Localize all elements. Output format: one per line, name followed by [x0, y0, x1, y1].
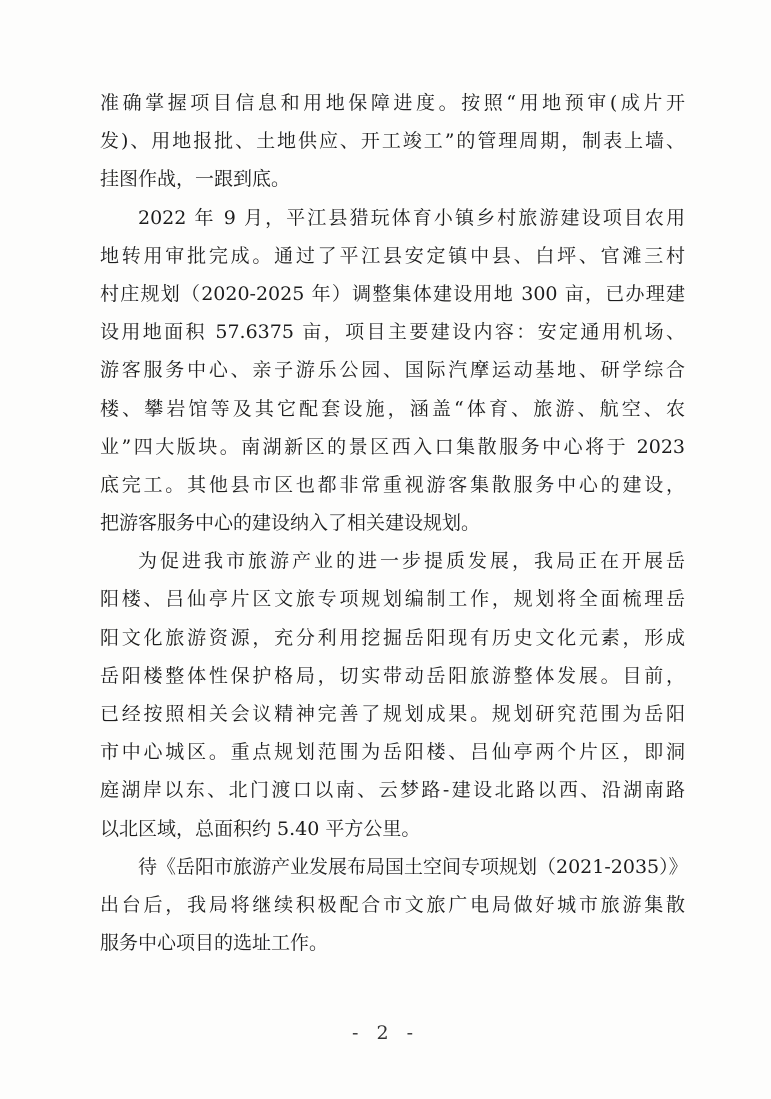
- text-line: 2022 年 9 月，平江县猎玩体育小镇乡村旅游建设项目农用: [138, 206, 685, 229]
- text-line: 发)、用地报批、土地供应、开工竣工”的管理周期，制表上墙、: [100, 130, 685, 153]
- text-line: 为促进我市旅游产业的进一步提质发展，我局正在开展岳: [138, 550, 685, 573]
- text-line: 岳阳楼整体性保护格局，切实带动岳阳旅游整体发展。目前，: [100, 664, 685, 687]
- text-line: 阳楼、吕仙亭片区文旅专项规划编制工作，规划将全面梳理岳: [100, 588, 685, 611]
- text-line: 游客服务中心、亲子游乐公园、国际汽摩运动基地、研学综合: [100, 359, 685, 382]
- text-line: 庭湖岸以东、北门渡口以南、云梦路-建设北路以西、沿湖南路: [100, 779, 685, 802]
- text-line: 挂图作战，一跟到底。: [100, 168, 291, 191]
- text-line: 底完工。其他县市区也都非常重视游客集散服务中心的建设，: [100, 473, 685, 496]
- text-line: 地转用审批完成。通过了平江县安定镇中县、白坪、官滩三村: [100, 244, 685, 267]
- page-number: - 2 -: [351, 1022, 419, 1044]
- text-line: 服务中心项目的选址工作。: [100, 932, 329, 955]
- text-line: 阳文化旅游资源，充分利用挖掘岳阳现有历史文化元素，形成: [100, 626, 685, 649]
- text-line: 设用地面积 57.6375 亩，项目主要建设内容：安定通用机场、: [100, 321, 685, 344]
- text-line: 出台后，我局将继续积极配合市文旅广电局做好城市旅游集散: [100, 893, 685, 916]
- text-line: 把游客服务中心的建设纳入了相关建设规划。: [100, 512, 481, 535]
- text-line: 已经按照相关会议精神完善了规划成果。规划研究范围为岳阳: [100, 703, 685, 725]
- text-line: 市中心城区。重点规划范围为岳阳楼、吕仙亭两个片区，即洞: [100, 741, 685, 764]
- text-line: 业”四大版块。南湖新区的景区西入口集散服务中心将于 2023: [100, 435, 685, 458]
- text-line: 楼、攀岩馆等及其它配套设施，涵盖“体育、旅游、航空、农: [100, 397, 685, 420]
- text-line: 以北区域，总面积约 5.40 平方公里。: [100, 817, 421, 840]
- text-line: 待《岳阳市旅游产业发展布局国土空间专项规划（2021-2035）》: [138, 855, 688, 878]
- document-body: [100, 84, 688, 962]
- text-line: 准确掌握项目信息和用地保障进度。按照“用地预审(成片开: [100, 92, 685, 114]
- text-line: 村庄规划（2020-2025 年）调整集体建设用地 300 亩，已办理建: [100, 282, 685, 305]
